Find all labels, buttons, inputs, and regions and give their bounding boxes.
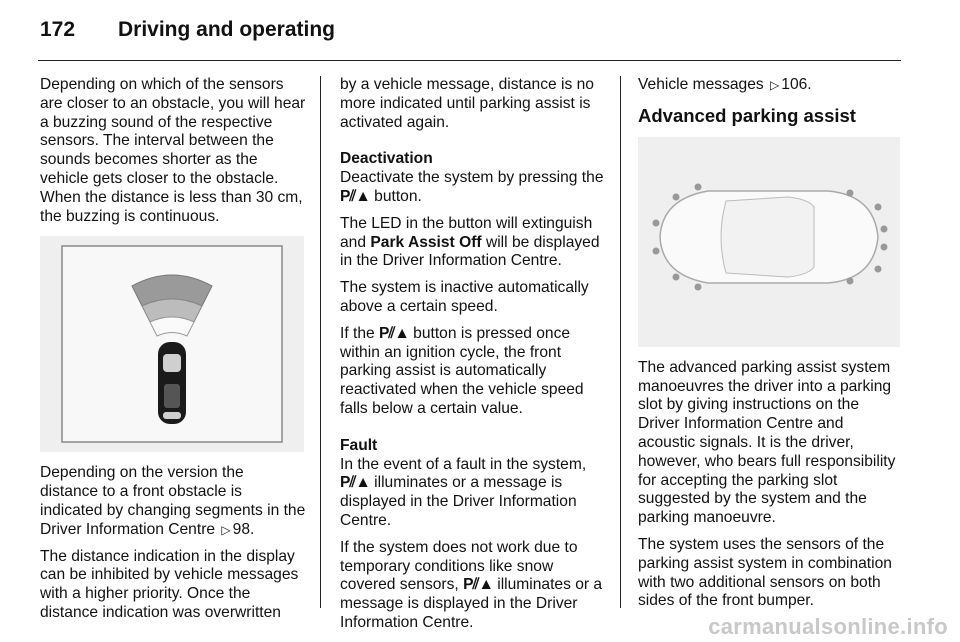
section-heading: Advanced parking assist: [638, 104, 856, 126]
subheading-fault: Fault: [340, 436, 378, 454]
paragraph: Vehicle messages ▷ 106.: [638, 76, 812, 93]
paragraph: by a vehicle message, distance is no more indicated until parking assist is activated again.: [340, 76, 594, 131]
paragraph: The system is inactive automatically above a certain speed.: [340, 279, 589, 315]
paragraph: The system uses the sensors of the parking assist system in combination with two additional sensors on both sides of the front bumper.: [638, 535, 892, 610]
park-assist-button-icon: P⫽▲: [340, 187, 370, 205]
front-sensor-display-figure: [40, 236, 304, 452]
page-number: 172: [40, 18, 76, 41]
paragraph: If the system does not work due to temporary conditions like snow covered sensors, P⫽▲ illuminates or a message is displayed in the Driver Information Centre.: [340, 538, 603, 631]
column-divider: [320, 76, 321, 608]
car-sensors-figure: [638, 137, 900, 347]
paragraph: The distance indication in the display can be inhibited by vehicle messages with a higher priority. Once the distance indication was overwritten: [40, 547, 299, 621]
column-3: [638, 76, 904, 619]
paragraph: The LED in the button will extinguish and Park Assist Off will be displayed in the Driver Information Centre.: [340, 214, 600, 270]
paragraph: The advanced parking assist system manoeuvres the driver into a parking slot by giving instructions on the Driver Information Centre and acoustic signals. It is the driver, however, who bears full responsibility for accepting the parking slot suggested by the system and the parking manoeuvre.: [638, 358, 896, 527]
page-header: [0, 0, 960, 60]
header-rule: [38, 60, 901, 61]
paragraph: In the event of a fault in the system, P⫽▲ illuminates or a message is displayed in the Driver Information Centre.: [340, 455, 587, 529]
column-2: [340, 76, 606, 641]
park-assist-indicator-icon: P⫽▲: [340, 474, 370, 492]
reference-arrow-icon: ▷: [770, 78, 780, 92]
park-assist-indicator-icon: P⫽▲: [463, 576, 493, 594]
reference-arrow-icon: ▷: [221, 522, 231, 537]
park-assist-button-icon: P⫽▲: [379, 324, 409, 342]
watermark: carmanualsonline.info: [708, 614, 948, 639]
column-divider: [620, 76, 621, 608]
column-1: [40, 76, 306, 631]
subheading-deactivation: Deactivation: [340, 150, 433, 168]
paragraph: Deactivate the system by pressing the P⫽▲ button.: [340, 169, 604, 205]
paragraph: Depending on the version the distance to a front obstacle is indicated by changing segments in the Driver Information Centre ▷ 98.: [40, 464, 306, 538]
page-title: Driving and operating: [118, 18, 336, 41]
paragraph: If the P⫽▲ button is pressed once within an ignition cycle, the front parking assist is automatically reactivated when the vehicle speed falls below a certain value.: [340, 324, 584, 417]
paragraph: Depending on which of the sensors are closer to an obstacle, you will hear a buzzing sound of the respective sensors. The interval between the sounds becomes shorter as the vehicle gets closer to the obstacle. When the distance is less than 30 cm, the buzzing is continuous.: [40, 76, 306, 225]
